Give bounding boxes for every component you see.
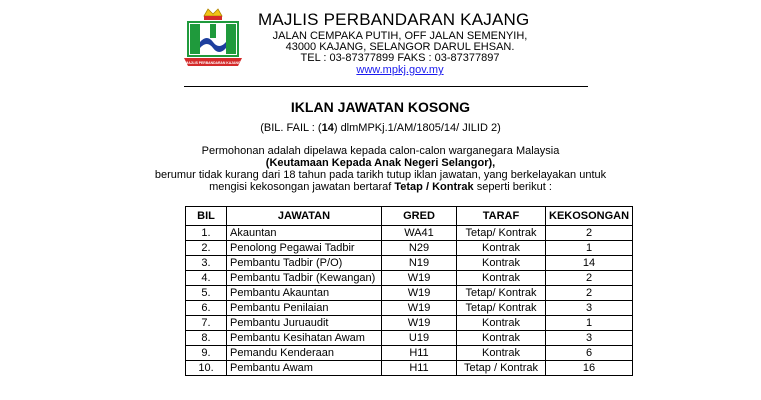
cell-bil: 10. [186, 361, 227, 376]
file-reference-number: 14 [321, 122, 334, 134]
cell-taraf: Kontrak [457, 271, 546, 286]
cell-gred: W19 [382, 286, 457, 301]
cell-bil: 7. [186, 316, 227, 331]
cell-bil: 2. [186, 241, 227, 256]
cell-kekosongan: 16 [546, 361, 633, 376]
table-header-row [186, 207, 633, 226]
cell-taraf: Kontrak [457, 241, 546, 256]
cell-jawatan: Penolong Pegawai Tadbir [227, 241, 382, 256]
cell-taraf: Kontrak [457, 316, 546, 331]
address-line-2: 43000 KAJANG, SELANGOR DARUL EHSAN. [285, 41, 515, 53]
intro-line-2: (Keutamaan Kepada Anak Negeri Selangor), [265, 157, 496, 169]
intro-line-3: berumur tidak kurang dari 18 tahun pada tarikh tutup iklan jawatan, yang berkelayakan untuk [154, 169, 607, 181]
cell-gred: U19 [382, 331, 457, 346]
cell-kekosongan: 2 [546, 271, 633, 286]
cell-kekosongan: 2 [546, 286, 633, 301]
table-row [186, 331, 633, 346]
file-reference-suffix: ) dlmMPKj.1/AM/1805/14/ JILID 2) [333, 122, 501, 134]
cell-gred: W19 [382, 301, 457, 316]
table-row [186, 271, 633, 286]
cell-jawatan: Pembantu Juruaudit [227, 316, 382, 331]
intro-line-4-bold: Tetap / Kontrak [394, 181, 474, 193]
cell-taraf: Kontrak [457, 256, 546, 271]
cell-bil: 3. [186, 256, 227, 271]
table-row [186, 361, 633, 376]
file-reference-prefix: (BIL. FAIL : ( [260, 122, 322, 134]
cell-bil: 4. [186, 271, 227, 286]
intro-line-4 [0, 181, 761, 193]
header-kekosongan: KEKOSONGAN [546, 207, 633, 226]
intro-line-4-pre: mengisi kekosongan jawatan bertaraf [209, 181, 395, 193]
logo-ribbon-text: MAJLIS PERBANDARAN KAJANG [185, 61, 241, 65]
header-divider [184, 86, 588, 87]
cell-gred: N29 [382, 241, 457, 256]
cell-jawatan: Pembantu Tadbir (Kewangan) [227, 271, 382, 286]
cell-gred: H11 [382, 346, 457, 361]
intro-line-1: Permohonan adalah dipelawa kepada calon-calon warganegara Malaysia [201, 145, 560, 157]
table-row [186, 301, 633, 316]
address-line-1: JALAN CEMPAKA PUTIH, OFF JALAN SEMENYIH, [272, 30, 528, 42]
table-row [186, 256, 633, 271]
page-title: IKLAN JAWATAN KOSONG [290, 99, 471, 115]
cell-taraf: Tetap/ Kontrak [457, 286, 546, 301]
cell-jawatan: Pembantu Tadbir (P/O) [227, 256, 382, 271]
cell-kekosongan: 6 [546, 346, 633, 361]
cell-gred: W19 [382, 271, 457, 286]
table-row [186, 241, 633, 256]
vacancy-table [185, 206, 633, 376]
cell-taraf: Tetap/ Kontrak [457, 301, 546, 316]
table-row [186, 346, 633, 361]
cell-taraf: Kontrak [457, 331, 546, 346]
cell-bil: 1. [186, 226, 227, 241]
cell-jawatan: Pembantu Akauntan [227, 286, 382, 301]
header-taraf: TARAF [457, 207, 546, 226]
file-reference [0, 122, 761, 134]
cell-gred: H11 [382, 361, 457, 376]
header-bil: BIL [186, 207, 227, 226]
cell-jawatan: Pembantu Kesihatan Awam [227, 331, 382, 346]
cell-kekosongan: 1 [546, 241, 633, 256]
table-row [186, 316, 633, 331]
cell-kekosongan: 3 [546, 331, 633, 346]
table-row [186, 226, 633, 241]
cell-taraf: Tetap/ Kontrak [457, 226, 546, 241]
cell-jawatan: Akauntan [227, 226, 382, 241]
cell-taraf: Tetap / Kontrak [457, 361, 546, 376]
cell-gred: W19 [382, 316, 457, 331]
organization-name: MAJLIS PERBANDARAN KAJANG [258, 10, 530, 29]
cell-gred: N19 [382, 256, 457, 271]
cell-jawatan: Pemandu Kenderaan [227, 346, 382, 361]
intro-line-4-post: seperti berikut : [473, 181, 552, 193]
cell-bil: 8. [186, 331, 227, 346]
header-gred: GRED [382, 207, 457, 226]
council-logo-icon [180, 6, 246, 72]
council-logo [180, 6, 246, 72]
cell-bil: 5. [186, 286, 227, 301]
cell-kekosongan: 2 [546, 226, 633, 241]
contact-line: TEL : 03-87377899 FAKS : 03-87377897 [300, 52, 500, 64]
cell-gred: WA41 [382, 226, 457, 241]
table-row [186, 286, 633, 301]
cell-bil: 9. [186, 346, 227, 361]
cell-kekosongan: 3 [546, 301, 633, 316]
cell-bil: 6. [186, 301, 227, 316]
cell-kekosongan: 1 [546, 316, 633, 331]
cell-jawatan: Pembantu Penilaian [227, 301, 382, 316]
website-link[interactable]: www.mpkj.gov.my [356, 64, 444, 76]
cell-jawatan: Pembantu Awam [227, 361, 382, 376]
cell-kekosongan: 14 [546, 256, 633, 271]
header-jawatan: JAWATAN [227, 207, 382, 226]
cell-taraf: Kontrak [457, 346, 546, 361]
